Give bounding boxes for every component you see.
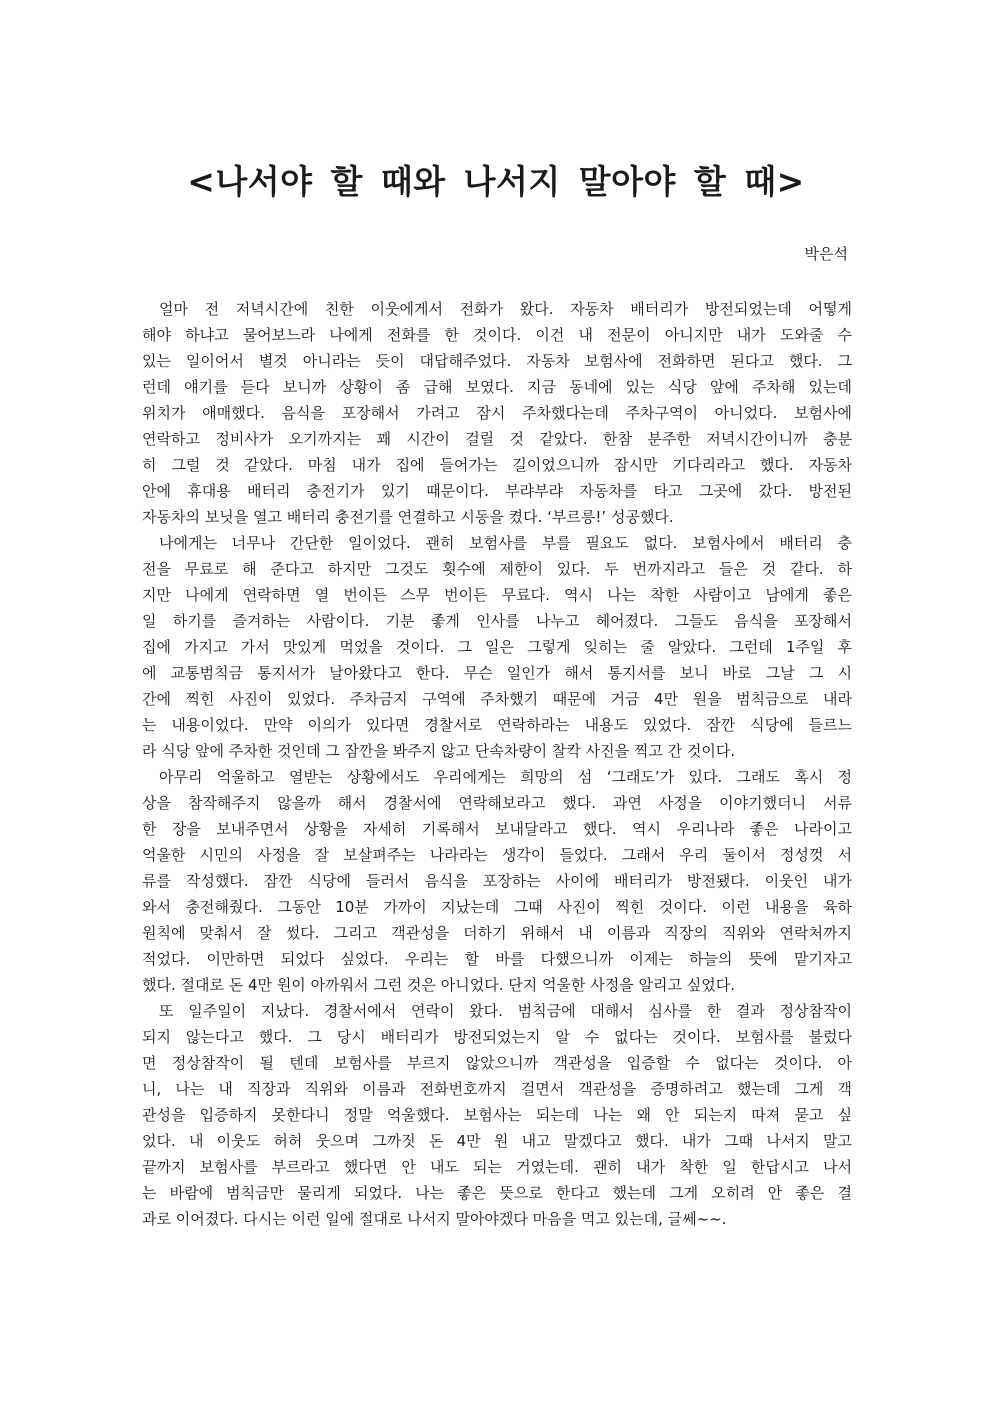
paragraph	[142, 998, 852, 1232]
text-line: 했다. 절대로 돈 4만 원이 아까워서 그런 것은 아니었다. 단지 억울한 사정을 알리고 싶었다.	[142, 976, 735, 994]
text-line: 끝까지 보험사를 부르라고 했다면 안 내도 되는 거였는데. 괜히 내가 착한 일 한답시고 나서	[142, 1158, 852, 1176]
author-name: 박은석	[804, 245, 848, 263]
text-line: 지만 나에게 연락하면 열 번이든 스무 번이든 무료다. 역시 나는 착한 사람이고 남에게 좋은	[142, 586, 852, 604]
text-line: 적었다. 이만하면 되었다 싶었다. 우리는 할 바를 다했으니까 이제는 하늘의 뜻에 맡기자고	[142, 950, 852, 968]
text-line: 라 식당 앞에 주차한 것인데 그 잠깐을 봐주지 않고 단속차량이 찰칵 사진을 찍고 간 것이다.	[142, 742, 736, 760]
text-line: 아무리 억울하고 열받는 상황에서도 우리에게는 희망의 섬 ‘그래도’가 있다. 그래도 혹시 정	[159, 768, 852, 786]
text-line: 에 교통범칙금 통지서가 날아왔다고 한다. 무슨 일인가 해서 통지서를 보니 바로 그날 그 시	[142, 664, 852, 682]
text-line: 니, 나는 내 직장과 직위와 이름과 전화번호까지 걸면서 객관성을 증명하려고 했는데 그게 객	[142, 1080, 852, 1098]
text-line: 전을 무료로 해 준다고 하지만 그것도 횟수에 제한이 있다. 두 번까지라고 들은 것 같다. 하	[142, 560, 852, 578]
paragraph	[142, 296, 852, 530]
text-line: 원칙에 맞춰서 잘 썼다. 그리고 객관성을 더하기 위해서 내 이름과 직장의 직위와 연락처까지	[142, 924, 852, 942]
text-line: 집에 가지고 가서 맛있게 먹었을 것이다. 그 일은 그렇게 잊히는 줄 알았다. 그런데 1주일 후	[142, 638, 852, 656]
text-line: 류를 작성했다. 잠깐 식당에 들러서 음식을 포장하는 사이에 배터리가 방전됐다. 이웃인 내가	[142, 872, 852, 890]
paragraph	[142, 530, 852, 764]
text-line: 면 정상참작이 될 텐데 보험사를 부르지 않았으니까 객관성을 입증할 수 없다는 것이다. 아	[142, 1054, 852, 1072]
text-line: 히 그럴 것 같았다. 마침 내가 집에 들어가는 길이었으니까 잠시만 기다리라고 했다. 자동차	[142, 456, 852, 474]
text-line: 안에 휴대용 배터리 충전기가 있기 때문이다. 부랴부랴 자동차를 타고 그곳에 갔다. 방전된	[142, 482, 852, 500]
text-line: 있는 일이어서 별것 아니라는 듯이 대답해주었다. 자동차 보험사에 전화하면 된다고 했다. 그	[142, 352, 852, 370]
text-line: 얼마 전 저녁시간에 친한 이웃에게서 전화가 왔다. 자동차 배터리가 방전되었는데 어떻게	[159, 300, 852, 318]
paragraph	[142, 764, 852, 998]
text-line: 었다. 내 이웃도 허허 웃으며 그까짓 돈 4만 원 내고 말겠다고 했다. 내가 그때 나서지 말고	[142, 1132, 852, 1150]
text-line: 한 장을 보내주면서 상황을 자세히 기록해서 보내달라고 했다. 역시 우리나라 좋은 나라이고	[142, 820, 852, 838]
text-line: 일 하기를 즐겨하는 사람이다. 기분 좋게 인사를 나누고 헤어졌다. 그들도 음식을 포장해서	[142, 612, 852, 630]
text-line: 해야 하냐고 물어보느라 나에게 전화를 한 것이다. 이건 내 전문이 아니지만 내가 도와줄 수	[142, 326, 852, 344]
document-title: <나서야 할 때와 나서지 말아야 할 때>	[187, 162, 805, 201]
text-line: 런데 얘기를 듣다 보니까 상황이 좀 급해 보였다. 지금 동네에 있는 식당 앞에 주차해 있는데	[142, 378, 852, 396]
text-line: 또 일주일이 지났다. 경찰서에서 연락이 왔다. 범칙금에 대해서 심사를 한 결과 정상참작이	[159, 1002, 852, 1020]
document-body	[142, 296, 852, 1232]
text-line: 나에게는 너무나 간단한 일이었다. 괜히 보험사를 부를 필요도 없다. 보험사에서 배터리 충	[159, 534, 852, 552]
text-line: 위치가 애매했다. 음식을 포장해서 가려고 잠시 주차했다는데 주차구역이 아니었다. 보험사에	[142, 404, 852, 422]
text-line: 억울한 시민의 사정을 잘 보살펴주는 나라라는 생각이 들었다. 그래서 우리 둘이서 정성껏 서	[142, 846, 852, 864]
text-line: 되지 않는다고 했다. 그 당시 배터리가 방전되었는지 알 수 없다는 것이다. 보험사를 불렀다	[142, 1028, 852, 1046]
text-line: 과로 이어졌다. 다시는 이런 일에 절대로 나서지 말아야겠다 마음을 먹고 있는데, 글쎄~~.	[142, 1210, 727, 1228]
text-line: 상을 참작해주지 않을까 해서 경찰서에 연락해보라고 했다. 과연 사정을 이야기했더니 서류	[142, 794, 852, 812]
text-line: 간에 찍힌 사진이 있었다. 주차금지 구역에 주차했기 때문에 거금 4만 원을 범칙금으로 내라	[142, 690, 852, 708]
text-line: 는 바람에 범칙금만 물리게 되었다. 나는 좋은 뜻으로 한다고 했는데 그게 오히려 안 좋은 결	[142, 1184, 852, 1202]
text-line: 자동차의 보닛을 열고 배터리 충전기를 연결하고 시동을 켰다. ‘부르릉!’ 성공했다.	[142, 508, 674, 526]
text-line: 와서 충전해줬다. 그동안 10분 가까이 지났는데 그때 사진이 찍힌 것이다. 이런 내용을 육하	[142, 898, 852, 916]
text-line: 관성을 입증하지 못한다니 정말 억울했다. 보험사는 되는데 나는 왜 안 되는지 따져 묻고 싶	[142, 1106, 852, 1124]
text-line: 연락하고 정비사가 오기까지는 꽤 시간이 걸릴 것 같았다. 한참 분주한 저녁시간이니까 충분	[142, 430, 852, 448]
text-line: 는 내용이었다. 만약 이의가 있다면 경찰서로 연락하라는 내용도 있었다. 잠깐 식당에 들르느	[142, 716, 852, 734]
